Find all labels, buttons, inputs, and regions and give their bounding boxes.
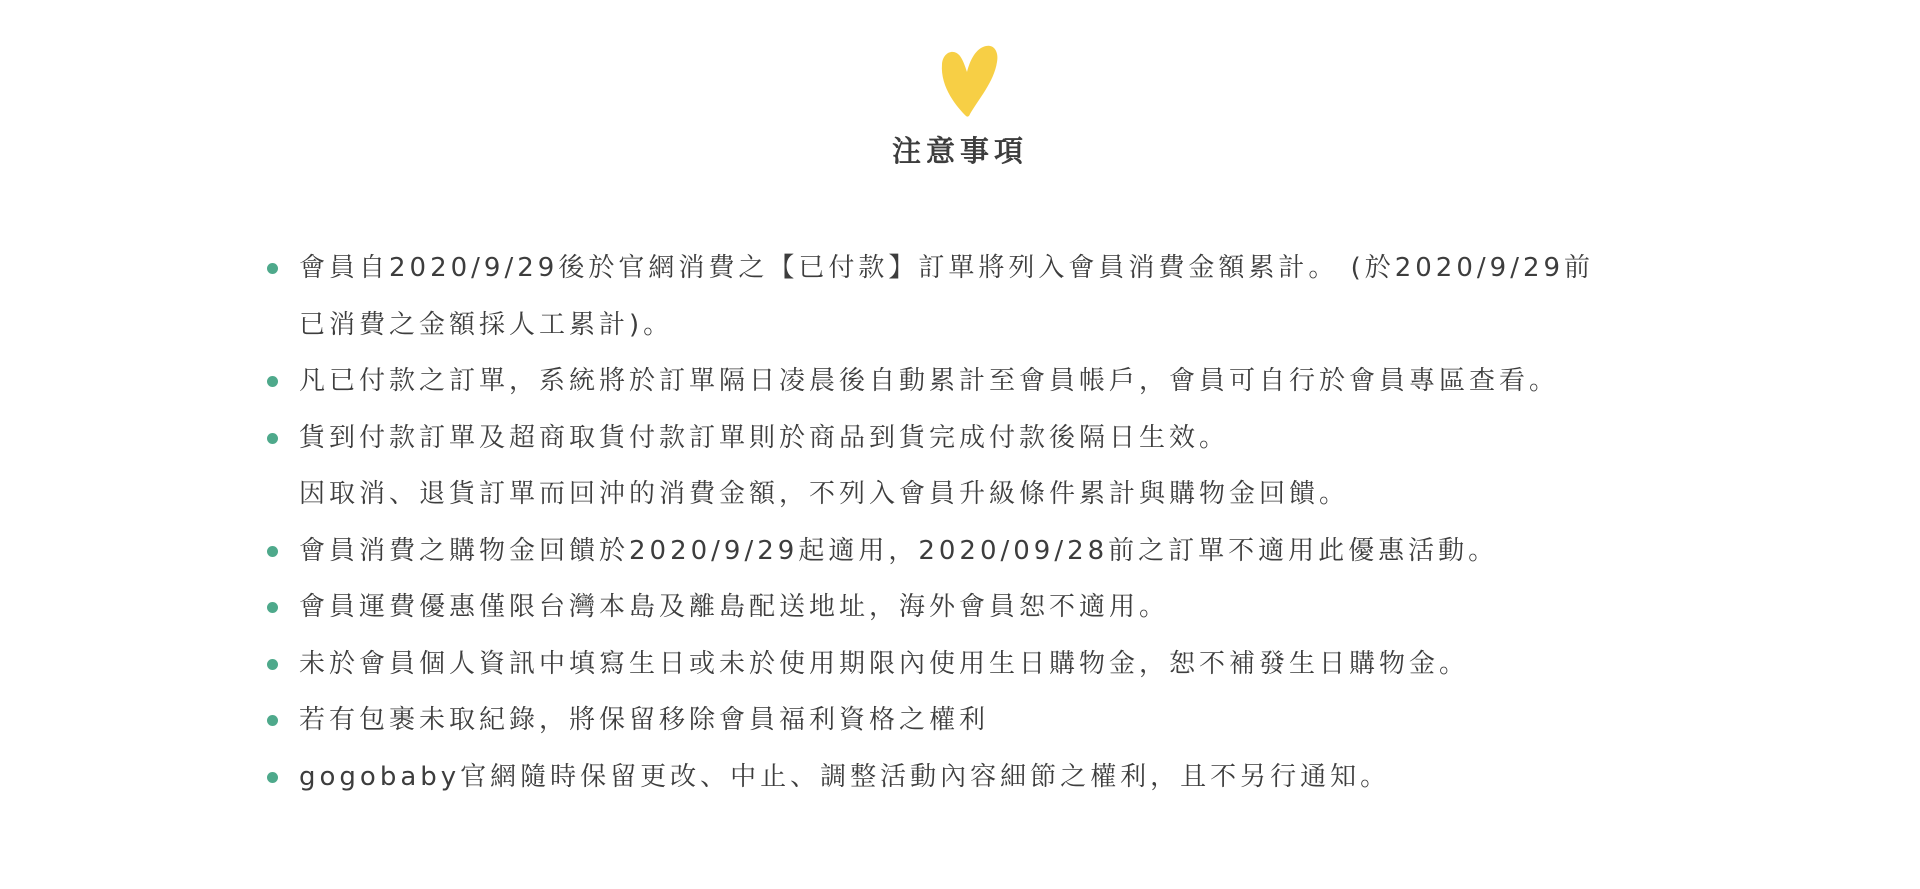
page-title: 注意事項 [891, 134, 1028, 168]
note-text: 凡已付款之訂單，系統將於訂單隔日凌晨後自動累計至會員帳戶，會員可自行於會員專區查看。 [299, 366, 1560, 396]
bullet-dot-icon [267, 772, 278, 783]
bullet-dot-icon [267, 433, 278, 444]
bullet-dot-icon [267, 263, 278, 274]
list-item [262, 523, 1682, 580]
note-text: 會員自2020/9/29後於官網消費之【已付款】訂單將列入會員消費金額累計。 (於2020/9/29前 [299, 253, 1595, 283]
note-text: 未於會員個人資訊中填寫生日或未於使用期限內使用生日購物金，恕不補發生日購物金。 [299, 648, 1470, 679]
bullet-dot-icon [267, 659, 278, 670]
list-item [262, 240, 1682, 353]
note-text-continued: 已消費之金額採人工累計)。 [299, 309, 674, 340]
list-item [262, 749, 1682, 806]
list-item [262, 692, 1682, 749]
list-item [262, 410, 1682, 523]
note-text: 貨到付款訂單及超商取貨付款訂單則於商品到貨完成付款後隔日生效。 [299, 422, 1230, 453]
notice-list [262, 240, 1682, 805]
note-text: gogobaby官網隨時保留更改、中止、調整活動內容細節之權利，且不另行通知。 [299, 761, 1391, 792]
list-item [262, 579, 1682, 636]
bullet-dot-icon [267, 715, 278, 726]
bullet-dot-icon [267, 546, 278, 557]
heart-icon [936, 44, 1000, 118]
list-item [262, 636, 1682, 693]
note-text: 會員運費優惠僅限台灣本島及離島配送地址，海外會員恕不適用。 [299, 592, 1170, 622]
bullet-dot-icon [267, 376, 278, 387]
note-text: 會員消費之購物金回饋於2020/9/29起適用，2020/09/28前之訂單不適用此優惠活動。 [299, 535, 1499, 566]
bullet-dot-icon [267, 602, 278, 613]
note-text-continued: 因取消、退貨訂單而回沖的消費金額，不列入會員升級條件累計與購物金回饋。 [299, 479, 1350, 509]
note-text: 若有包裹未取紀錄，將保留移除會員福利資格之權利 [299, 705, 990, 735]
list-item [262, 353, 1682, 410]
